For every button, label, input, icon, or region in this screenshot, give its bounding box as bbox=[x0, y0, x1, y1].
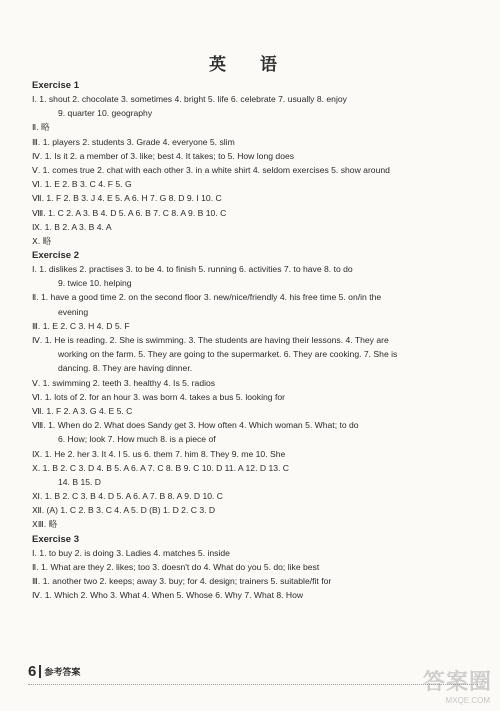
footer-label: 参考答案 bbox=[44, 667, 81, 678]
answer-line: Ⅱ. 1. What are they 2. likes; too 3. doesn't do 4. What do you 5. do; like best bbox=[32, 561, 320, 572]
answer-line: 9. twice 10. helping bbox=[58, 278, 132, 289]
answer-line: Ⅲ. 1. E 2. C 3. H 4. D 5. F bbox=[32, 320, 130, 331]
answer-line: Ⅰ. 1. shout 2. chocolate 3. sometimes 4. bright 5. life 6. celebrate 7. usually 8. enjoy bbox=[32, 94, 347, 104]
answer-line: Ⅹ. 略 bbox=[32, 235, 52, 246]
answer-line: Ⅳ. 1. He is reading. 2. She is swimming. 3. The students are having their lessons. 4. They are bbox=[32, 335, 389, 345]
answer-line: Ⅹ. 1. B 2. C 3. D 4. B 5. A 6. A 7. C 8. B 9. C 10. D 11. A 12. D 13. C bbox=[32, 462, 289, 473]
exercise-heading: Exercise 3 bbox=[32, 533, 80, 545]
answer-line: Ⅲ. 1. another two 2. keeps; away 3. buy; for 4. design; trainers 5. suitable/fit for bbox=[32, 576, 332, 586]
answer-line: 6. How; look 7. How much 8. is a piece of bbox=[58, 434, 216, 445]
page-title: 英 语 bbox=[209, 55, 291, 75]
answer-line: Ⅷ. 1. C 2. A 3. B 4. D 5. A 6. B 7. C 8. A 9. B 10. C bbox=[32, 207, 227, 218]
answer-content bbox=[32, 78, 484, 602]
answer-line: evening bbox=[58, 306, 89, 317]
exercise-heading: Exercise 2 bbox=[32, 250, 80, 262]
answer-line: Ⅸ. 1. He 2. her 3. It 4. I 5. us 6. them 7. him 8. They 9. me 10. She bbox=[32, 448, 286, 459]
answer-line: ⅩⅢ. 略 bbox=[32, 519, 58, 530]
answer-line: working on the farm. 5. They are going to the supermarket. 6. They are cooking. 7. She is bbox=[58, 349, 398, 360]
answer-line: Ⅳ. 1. Which 2. Who 3. What 4. When 5. Whose 6. Why 7. What 8. How bbox=[32, 590, 304, 601]
footer-divider bbox=[39, 665, 41, 678]
answer-line: Ⅶ. 1. F 2. A 3. G 4. E 5. C bbox=[32, 405, 133, 416]
watermark-sub: MXQE.COM bbox=[445, 696, 490, 705]
answer-line: Ⅰ. 1. dislikes 2. practises 3. to be 4. to finish 5. running 6. activities 7. to have 8. to do bbox=[32, 264, 353, 275]
answer-line: dancing. 8. They are having dinner. bbox=[58, 363, 193, 374]
answer-line: Ⅵ. 1. lots of 2. for an hour 3. was born 4. takes a bus 5. looking for bbox=[32, 391, 285, 402]
exercise-heading: Exercise 1 bbox=[32, 80, 80, 91]
answer-line: Ⅴ. 1. comes true 2. chat with each other 3. in a white shirt 4. seldom exercises 5. show around bbox=[32, 164, 390, 175]
answer-line: Ⅺ. 1. B 2. C 3. B 4. D 5. A 6. A 7. B 8. A 9. D 10. C bbox=[32, 491, 223, 502]
page-number: 6 bbox=[28, 662, 37, 680]
answer-line: Ⅻ. (A) 1. C 2. B 3. C 4. A 5. D (B) 1. D 2. C 3. D bbox=[32, 505, 216, 516]
answer-line: Ⅱ. 略 bbox=[32, 122, 50, 133]
answer-line: Ⅳ. 1. Is it 2. a member of 3. like; best 4. It takes; to 5. How long does bbox=[32, 150, 295, 161]
answer-line: Ⅴ. 1. swimming 2. teeth 3. healthy 4. Is 5. radios bbox=[32, 377, 216, 388]
watermark-text: 答案圈 bbox=[422, 670, 492, 695]
answer-line: Ⅷ. 1. When do 2. What does Sandy get 3. How often 4. Which woman 5. What; to do bbox=[32, 420, 359, 431]
answer-line: 9. quarter 10. geography bbox=[58, 108, 153, 119]
answer-line: Ⅱ. 1. have a good time 2. on the second floor 3. new/nice/friendly 4. his free time 5. on/in the bbox=[32, 292, 382, 303]
answer-line: 14. B 15. D bbox=[58, 476, 101, 487]
answer-line: Ⅵ. 1. E 2. B 3. C 4. F 5. G bbox=[32, 179, 132, 190]
page-footer bbox=[28, 662, 80, 680]
watermark-logo bbox=[404, 665, 492, 705]
answer-line: Ⅸ. 1. B 2. A 3. B 4. A bbox=[32, 221, 112, 232]
answer-line: Ⅲ. 1. players 2. students 3. Grade 4. everyone 5. slim bbox=[32, 136, 235, 147]
answer-line: Ⅰ. 1. to buy 2. is doing 3. Ladies 4. matches 5. inside bbox=[32, 547, 230, 558]
answer-line: Ⅶ. 1. F 2. B 3. J 4. E 5. A 6. H 7. G 8. D 9. I 10. C bbox=[32, 193, 222, 204]
